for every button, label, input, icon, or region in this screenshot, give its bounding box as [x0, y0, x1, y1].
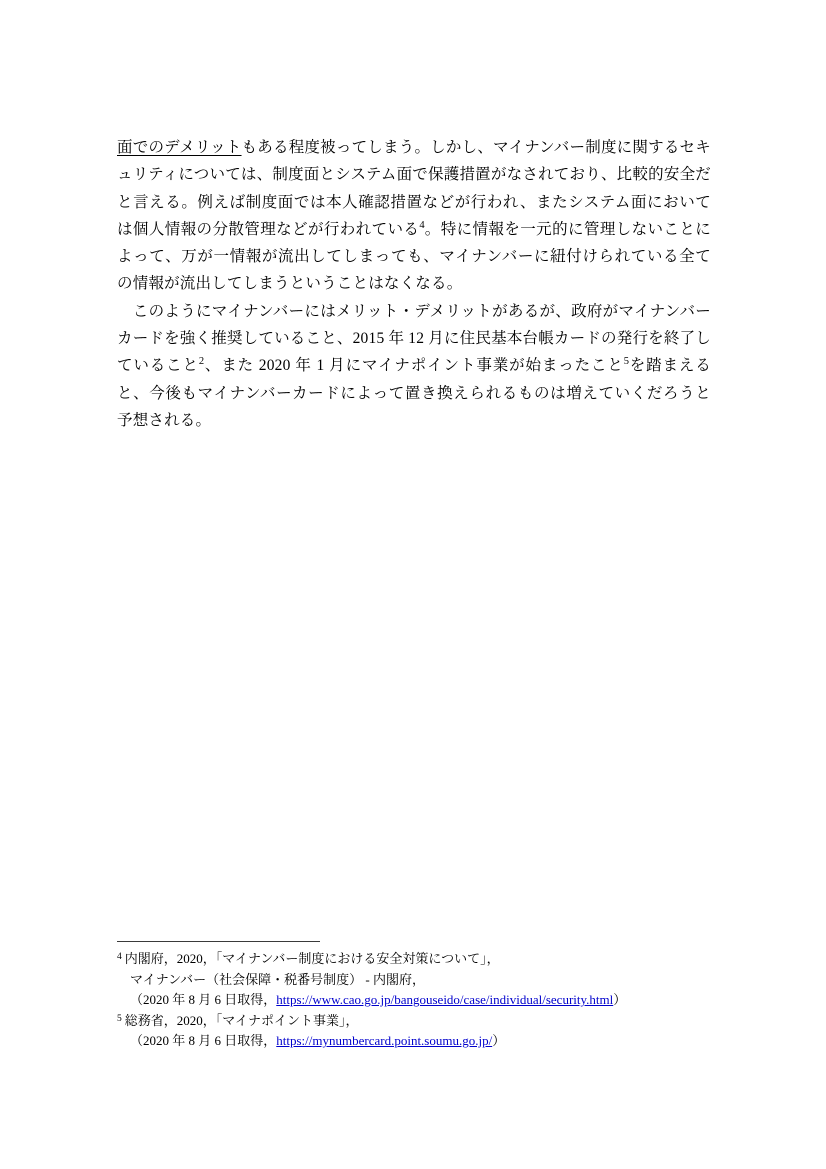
footnote-line: [130, 1031, 711, 1052]
footnote-line: [130, 970, 711, 991]
paragraph-text: 。特に情報を一元的に管理しないことによって、万が一情報が流出してしまっても、マイナンバーに紐付けられている全ての情報が流出してしまうということはなくなる。: [117, 220, 711, 293]
footnote-separator: [117, 941, 320, 942]
footnote-line: [117, 1011, 711, 1032]
footnote-text: マイナンバー（社会保障・税番号制度） - 内閣府，: [130, 971, 426, 987]
footnote-block: [117, 941, 711, 1052]
footnote-marker-5: 5: [117, 1013, 122, 1024]
footnote-text: ）: [492, 1033, 506, 1049]
footnote-text: （2020 年 8 月 6 日取得，: [130, 992, 277, 1008]
paragraph-text: もある程度被ってしまう。しかし、マイナンバー制度に関するセキュリティについては、制度面とシステム面で保護措置がなされており、比較的安全だと言える。例えば制度面では本人確認措置などが行われ、またシステム面においては個人情報の分散管理などが行われている: [117, 139, 711, 238]
footnote-ref-2: 2: [198, 356, 205, 368]
footnote-text: ）: [613, 992, 627, 1008]
footnote-4: [117, 949, 711, 1011]
footnote-5: [117, 1011, 711, 1052]
footnote-line: [117, 949, 711, 970]
footnote-ref-4: 4: [419, 219, 425, 231]
footnote-ref-5: 5: [623, 356, 630, 368]
footnote-text: 内閣府，2020，「マイナンバー制度における安全対策について」，: [124, 951, 500, 966]
body-paragraph: [117, 298, 711, 434]
footnote-text: （2020 年 8 月 6 日取得，: [130, 1033, 277, 1049]
paragraph-text: このようにマイナンバーにはメリット・デメリットがあるが、政府がマイナンバーカードを強く推奨していること、2015 年 12 月に住民基本台帳カードの発行を終了していること: [117, 302, 711, 375]
footnote-line: [130, 990, 711, 1011]
footnote-text: 総務省，2020，「マイナポイント事業」，: [124, 1012, 359, 1028]
body-paragraph: [117, 134, 711, 298]
footnote-marker-4: 4: [117, 952, 122, 962]
paragraph-text: 、また 2020 年 1 月にマイナポイント事業が始まったこと: [204, 357, 624, 375]
footnote-link-soumu[interactable]: https://mynumbercard.point.soumu.go.jp/: [276, 1033, 493, 1049]
underlined-text: 面でのデメリット: [117, 139, 242, 156]
paragraph-text: を踏まえると、今後もマイナンバーカードによって置き換えられるものは増えていくだろうと予想される。: [117, 357, 711, 429]
footnote-link-cao[interactable]: https://www.cao.go.jp/bangouseido/case/individual/security.html: [276, 992, 614, 1008]
body-text-block: [117, 134, 711, 434]
